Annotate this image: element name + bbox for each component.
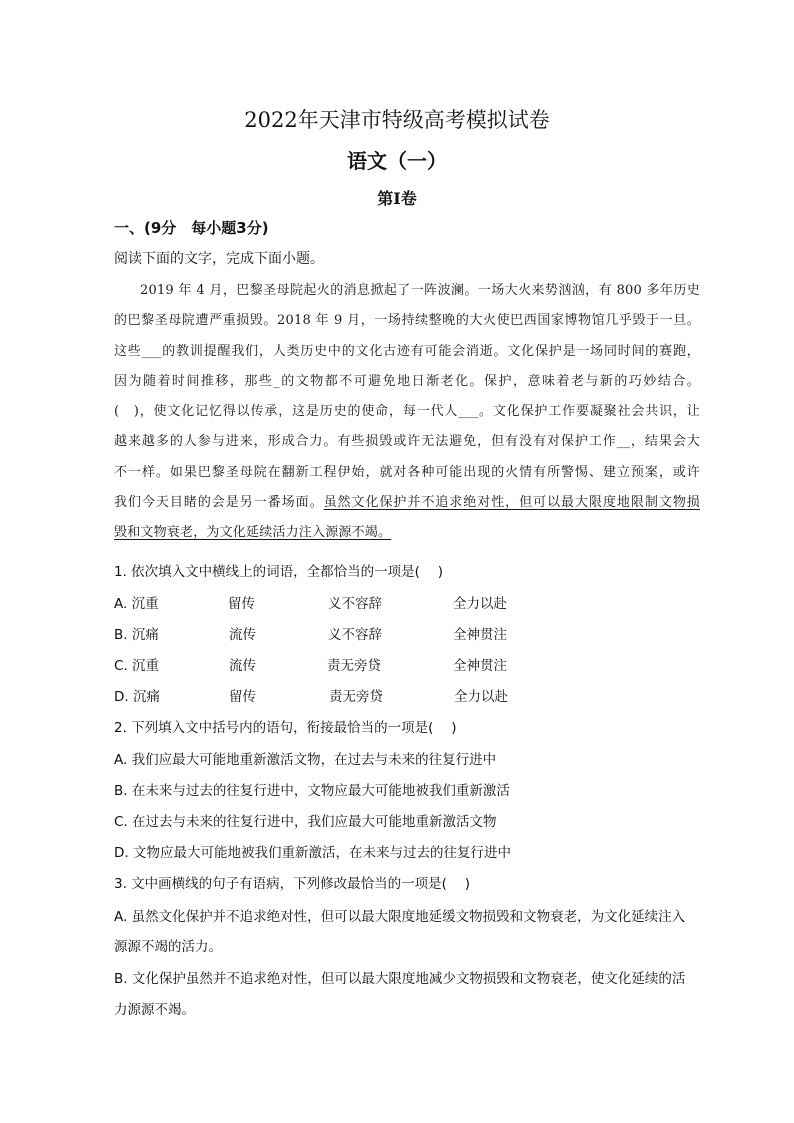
subject-title: 语文（一）: [347, 149, 447, 173]
passage-line: 不一样。如果巴黎圣母院在翻新工程伊始，就对各种可能出现的火情有所警惕、建立预案，或许: [114, 464, 700, 480]
q1-option-c-word: 责无旁贷: [327, 658, 381, 674]
q1-option-b-word: 全神贯注: [453, 627, 507, 643]
q1-option-d-word: 全力以赴: [454, 689, 508, 705]
q1-option-d-word: 责无旁贷: [329, 689, 383, 705]
q2-option-d[interactable]: D. 文物应最大可能地被我们重新激活，在未来与过去的往复行进中: [114, 845, 511, 861]
q3-option-a[interactable]: A. 虽然文化保护并不追求绝对性，但可以最大限度地延缓文物损毁和文物衰老，为文化延续注入: [114, 909, 686, 925]
passage-line: 因为随着时间推移，那些_的文物都不可避免地日渐老化。保护，意味着老与新的巧妙结合。: [114, 373, 700, 389]
passage-line: 的巴黎圣母院遭严重损毁。2018 年 9 月，一场持续整晚的大火使巴西国家博物馆几乎毁于一旦。: [114, 313, 700, 329]
q1-option-b-word: 义不容辞: [328, 627, 382, 643]
passage-line: [114, 488, 700, 518]
q1-option-b[interactable]: B. 沉痛: [114, 627, 159, 643]
q3-option-a-continued: 源源不竭的活力。: [114, 939, 222, 955]
q1-option-c[interactable]: C. 沉重: [114, 658, 160, 674]
underlined-sentence: 毁和文物衰老，为文化延续活力注入源源不竭。: [114, 525, 392, 541]
q1-option-c-word: 流传: [229, 658, 256, 674]
underlined-sentence: 虽然文化保护并不追求绝对性，但可以最大限度地限制文物损: [323, 495, 700, 511]
q1-option-a-word: 全力以赴: [453, 596, 507, 612]
section-instruction: 阅读下面的文字，完成下面小题。: [114, 251, 324, 267]
question-2-stem: 2. 下列填入文中括号内的语句，衔接最恰当的一项是( ): [114, 720, 457, 736]
passage-line: 2019 年 4 月，巴黎圣母院起火的消息掀起了一阵波澜。一场大火来势汹汹，有 800 多年历史: [140, 283, 700, 298]
passage-line: ( )，使文化记忆得以传承，这是历史的使命，每一代人___。文化保护工作要凝聚社会共识，让: [114, 404, 700, 420]
q1-option-a-word: 义不容辞: [328, 596, 382, 612]
exam-title: 2022年天津市特级高考模拟试卷: [244, 108, 550, 132]
passage-plain-text: 我们今天目睹的会是另一番场面。: [114, 495, 324, 511]
q1-option-d[interactable]: D. 沉痛: [114, 689, 160, 705]
q3-option-b[interactable]: B. 文化保护虽然并不追求绝对性，但可以最大限度地减少文物损毁和文物衰老，使文化延续的活: [114, 971, 686, 987]
q1-option-d-word: 留传: [229, 689, 256, 705]
q1-option-a[interactable]: A. 沉重: [114, 596, 159, 612]
q2-option-a[interactable]: A. 我们应最大可能地重新激活文物，在过去与未来的往复行进中: [114, 752, 497, 768]
q1-option-b-word: 流传: [229, 627, 256, 643]
passage-line: 这些___的教训提醒我们，人类历史中的文化古迹有可能会消逝。文化保护是一场同时间的赛跑，: [114, 343, 700, 359]
q3-option-b-continued: 力源源不竭。: [114, 1002, 195, 1018]
reading-passage: [114, 276, 700, 549]
q2-option-b[interactable]: B. 在未来与过去的往复行进中，文物应最大可能地被我们重新激活: [114, 783, 510, 799]
section-heading: 一、(9分 每小题3分): [114, 219, 269, 237]
q1-option-c-word: 全神贯注: [453, 658, 507, 674]
passage-line: [114, 518, 700, 548]
passage-line: 越来越多的人参与进来，形成合力。有些损毁或许无法避免，但有没有对保护工作__，结果会大: [114, 434, 700, 450]
q2-option-c[interactable]: C. 在过去与未来的往复行进中，我们应最大可能地重新激活文物: [114, 814, 497, 830]
q1-option-a-word: 留传: [228, 596, 255, 612]
question-3-stem: 3. 文中画横线的句子有语病，下列修改最恰当的一项是( ): [114, 876, 470, 892]
question-1-stem: 1. 依次填入文中横线上的词语，全都恰当的一项是( ): [114, 564, 443, 580]
volume-title: 第Ⅰ卷: [377, 189, 417, 208]
